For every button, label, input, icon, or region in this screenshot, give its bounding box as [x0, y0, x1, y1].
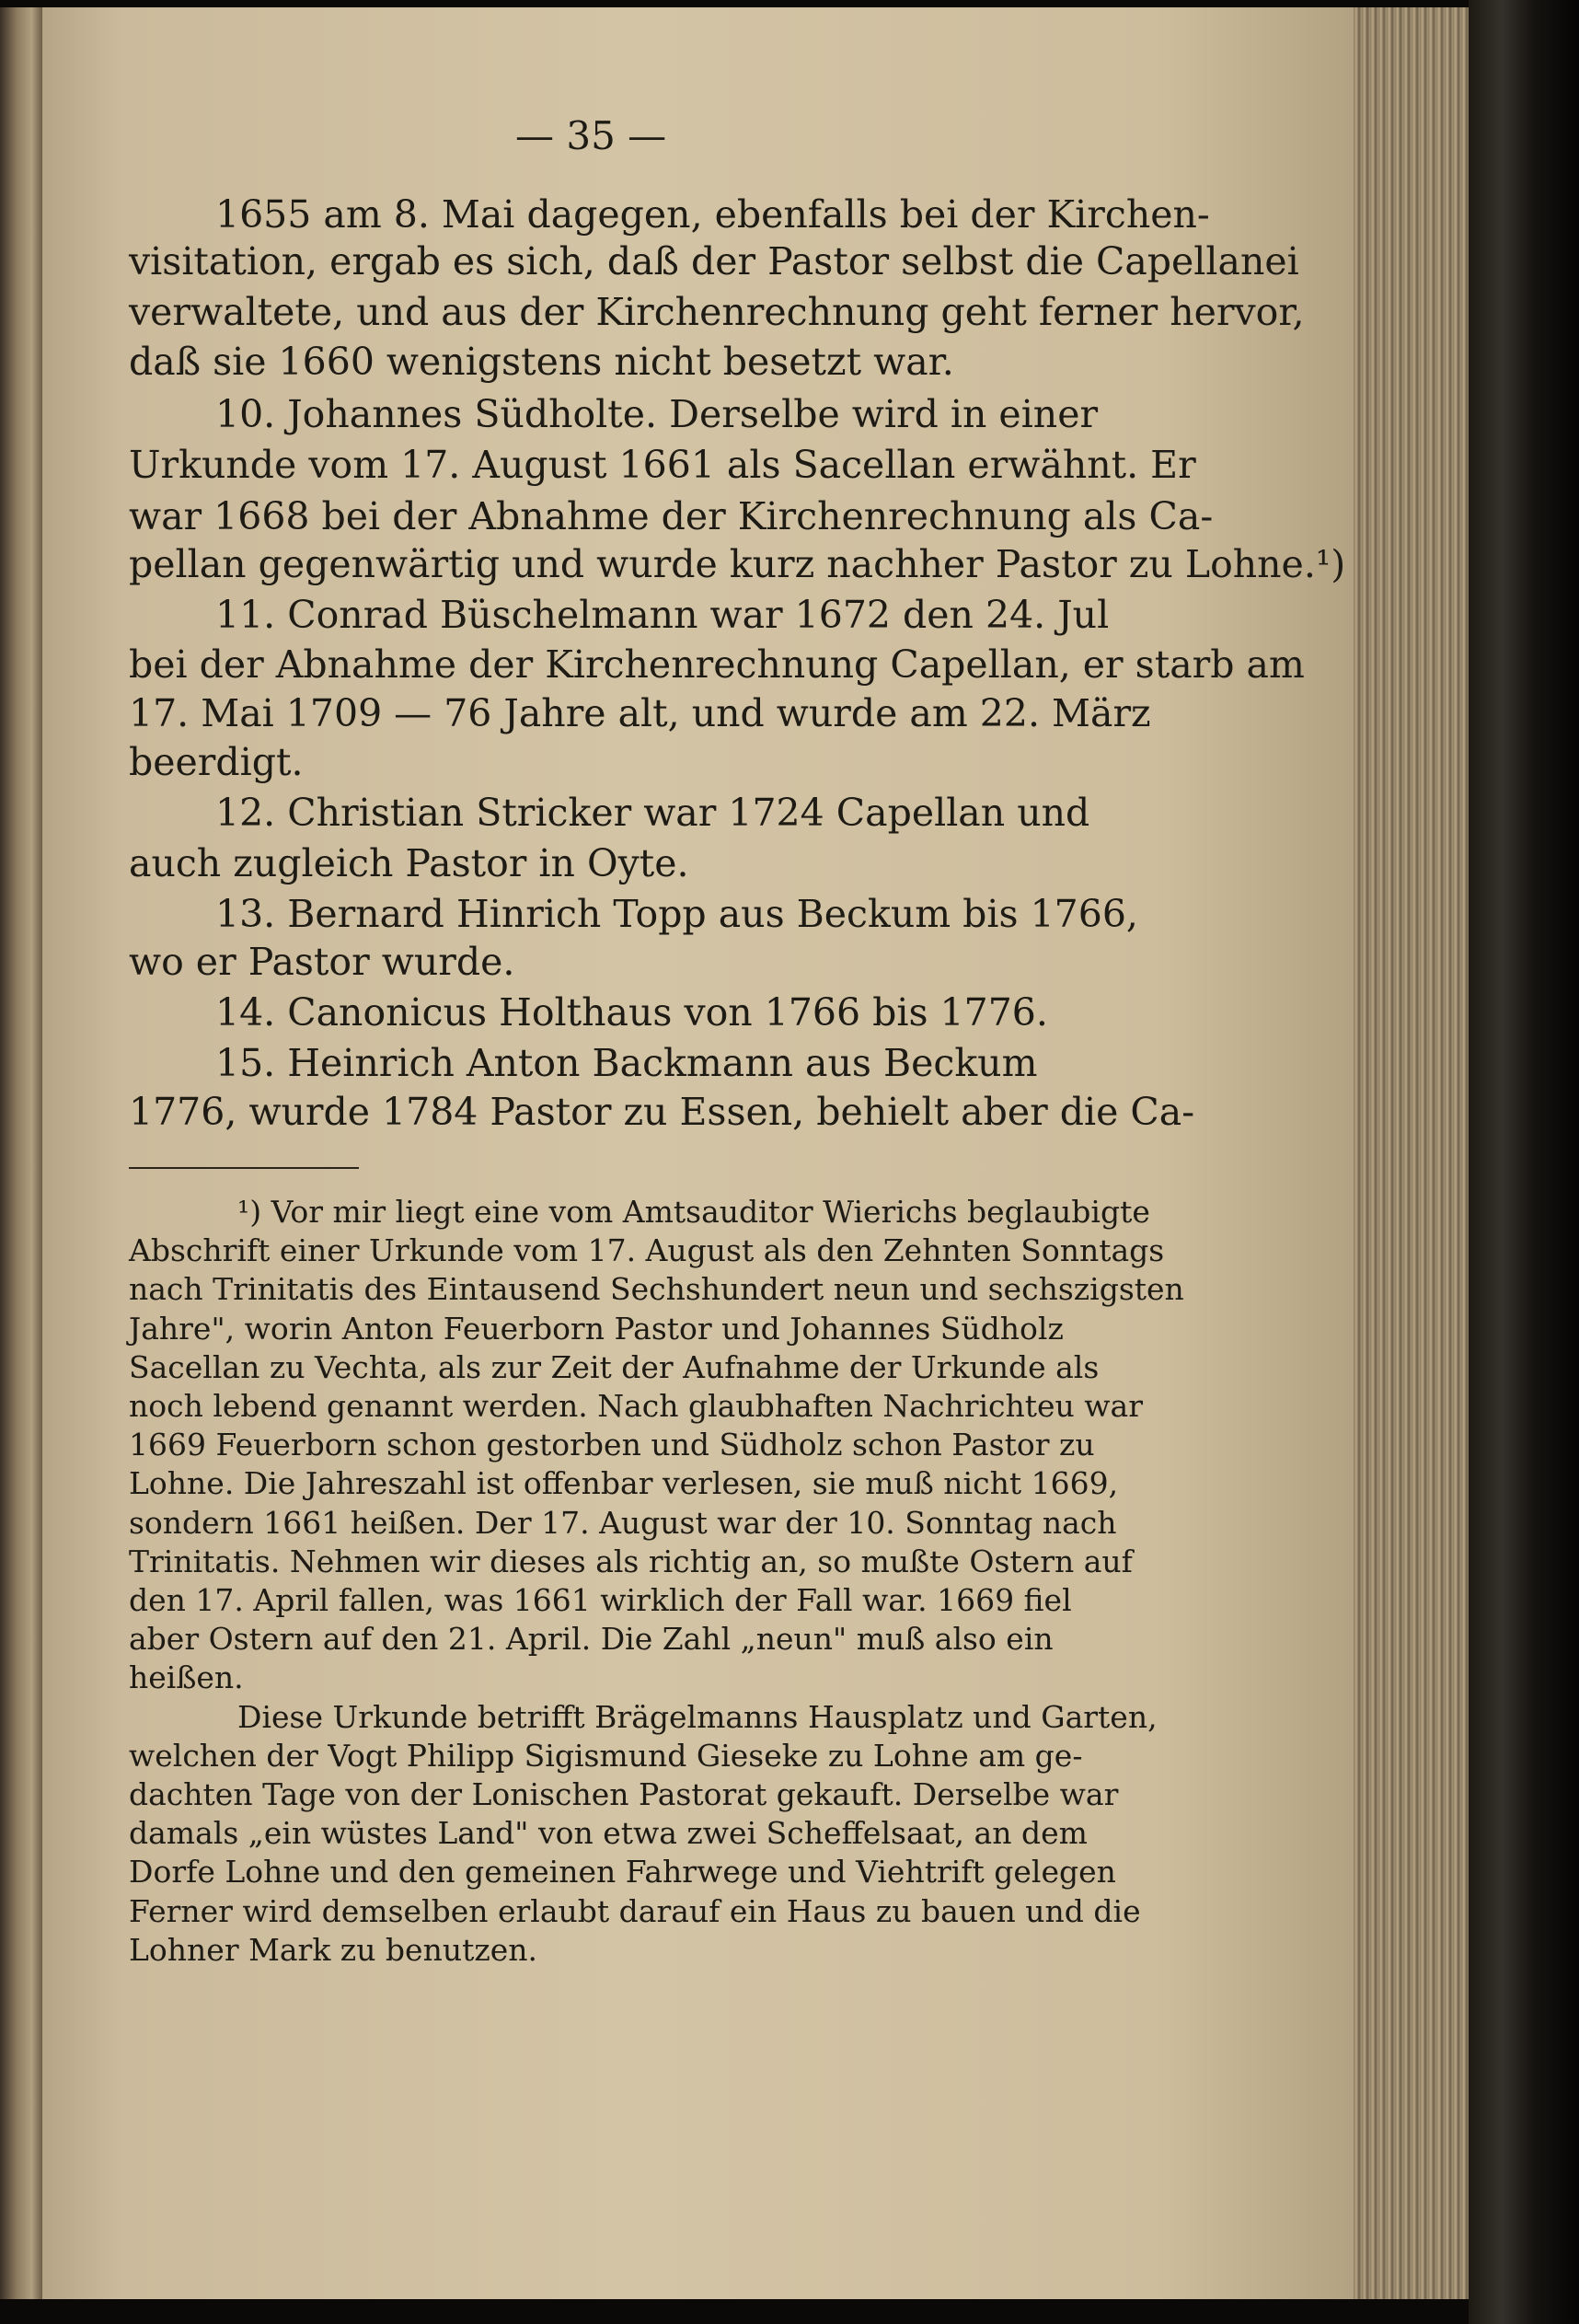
body-line: 12. Christian Stricker war 1724 Capellan und	[215, 791, 1090, 835]
footnote-line: nach Trinitatis des Eintausend Sechshundert neun und sechszigsten	[129, 1271, 1184, 1308]
footnote-line: dachten Tage von der Lonischen Pastorat gekauft. Derselbe war	[129, 1776, 1119, 1812]
footnote-line: aber Ostern auf den 21. April. Die Zahl „neun" muß also ein	[129, 1621, 1054, 1658]
footnote-line: Diese Urkunde betrifft Brägelmanns Hausplatz und Garten,	[237, 1698, 1158, 1735]
footnote-line: Dorfe Lohne und den gemeinen Fahrwege und Viehtrift gelegen	[129, 1854, 1116, 1890]
footnote-line: ¹) Vor mir liegt eine vom Amtsauditor Wierichs beglaubigte	[237, 1194, 1150, 1230]
footnote-line: damals „ein wüstes Land" von etwa zwei Scheffelsaat, an dem	[129, 1815, 1088, 1852]
footnote-line: Jahre", worin Anton Feuerborn Pastor und Johannes Südholz	[129, 1310, 1064, 1347]
body-line: pellan gegenwärtig und wurde kurz nachher Pastor zu Lohne.¹)	[129, 542, 1346, 586]
body-line: 17. Mai 1709 — 76 Jahre alt, und wurde am 22. März	[129, 691, 1151, 735]
book-spine	[1469, 0, 1579, 2324]
footnote-line: heißen.	[129, 1659, 244, 1696]
body-line: 14. Canonicus Holthaus von 1766 bis 1776.	[215, 990, 1048, 1035]
body-line: auch zugleich Pastor in Oyte.	[129, 841, 689, 885]
body-line: bei der Abnahme der Kirchenrechnung Capellan, er starb am	[129, 642, 1305, 687]
body-line: 11. Conrad Büschelmann war 1672 den 24. Jul	[215, 593, 1110, 637]
page-stack-edges	[1354, 7, 1469, 2299]
body-line: 13. Bernard Hinrich Topp aus Beckum bis 1766,	[215, 892, 1138, 936]
footnote-line: noch lebend genannt werden. Nach glaubhaften Nachrichteu war	[129, 1388, 1143, 1424]
footnote-line: welchen der Vogt Philipp Sigismund Gieseke zu Lohne am ge-	[129, 1737, 1083, 1774]
footnote-line: Lohner Mark zu benutzen.	[129, 1931, 538, 1968]
body-line: visitation, ergab es sich, daß der Pastor selbst die Capellanei	[129, 239, 1299, 283]
footnote-separator	[129, 1167, 359, 1169]
body-line: verwaltete, und aus der Kirchenrechnung geht ferner hervor,	[129, 290, 1305, 334]
body-line: 15. Heinrich Anton Backmann aus Beckum	[215, 1041, 1038, 1085]
footnote-line: Ferner wird demselben erlaubt darauf ein Haus zu bauen und die	[129, 1892, 1141, 1929]
body-line: daß sie 1660 wenigstens nicht besetzt war.	[129, 340, 954, 384]
footnote-line: Sacellan zu Vechta, als zur Zeit der Aufnahme der Urkunde als	[129, 1348, 1100, 1385]
body-line: 10. Johannes Südholte. Derselbe wird in einer	[215, 392, 1099, 436]
body-line: Urkunde vom 17. August 1661 als Sacellan erwähnt. Er	[129, 443, 1196, 487]
footnote-line: den 17. April fallen, was 1661 wirklich der Fall war. 1669 fiel	[129, 1582, 1072, 1618]
footnote-line: Trinitatis. Nehmen wir dieses als richtig an, so mußte Ostern auf	[129, 1543, 1133, 1579]
body-line: 1776, wurde 1784 Pastor zu Essen, behielt aber die Ca-	[129, 1090, 1195, 1134]
footnote-line: Lohne. Die Jahreszahl ist offenbar verlesen, sie muß nicht 1669,	[129, 1465, 1119, 1502]
body-line: beerdigt.	[129, 740, 304, 784]
page-number: — 35 —	[515, 113, 667, 158]
left-page-edge	[0, 7, 42, 2299]
footnote-line: 1669 Feuerborn schon gestorben und Südholz schon Pastor zu	[129, 1427, 1095, 1463]
footnote-line: Abschrift einer Urkunde vom 17. August als den Zehnten Sonntags	[129, 1232, 1165, 1269]
body-line: 1655 am 8. Mai dagegen, ebenfalls bei der Kirchen-	[215, 192, 1210, 237]
footnote-line: sondern 1661 heißen. Der 17. August war der 10. Sonntag nach	[129, 1504, 1117, 1541]
body-line: wo er Pastor wurde.	[129, 940, 515, 984]
body-line: war 1668 bei der Abnahme der Kirchenrechnung als Ca-	[129, 494, 1214, 538]
